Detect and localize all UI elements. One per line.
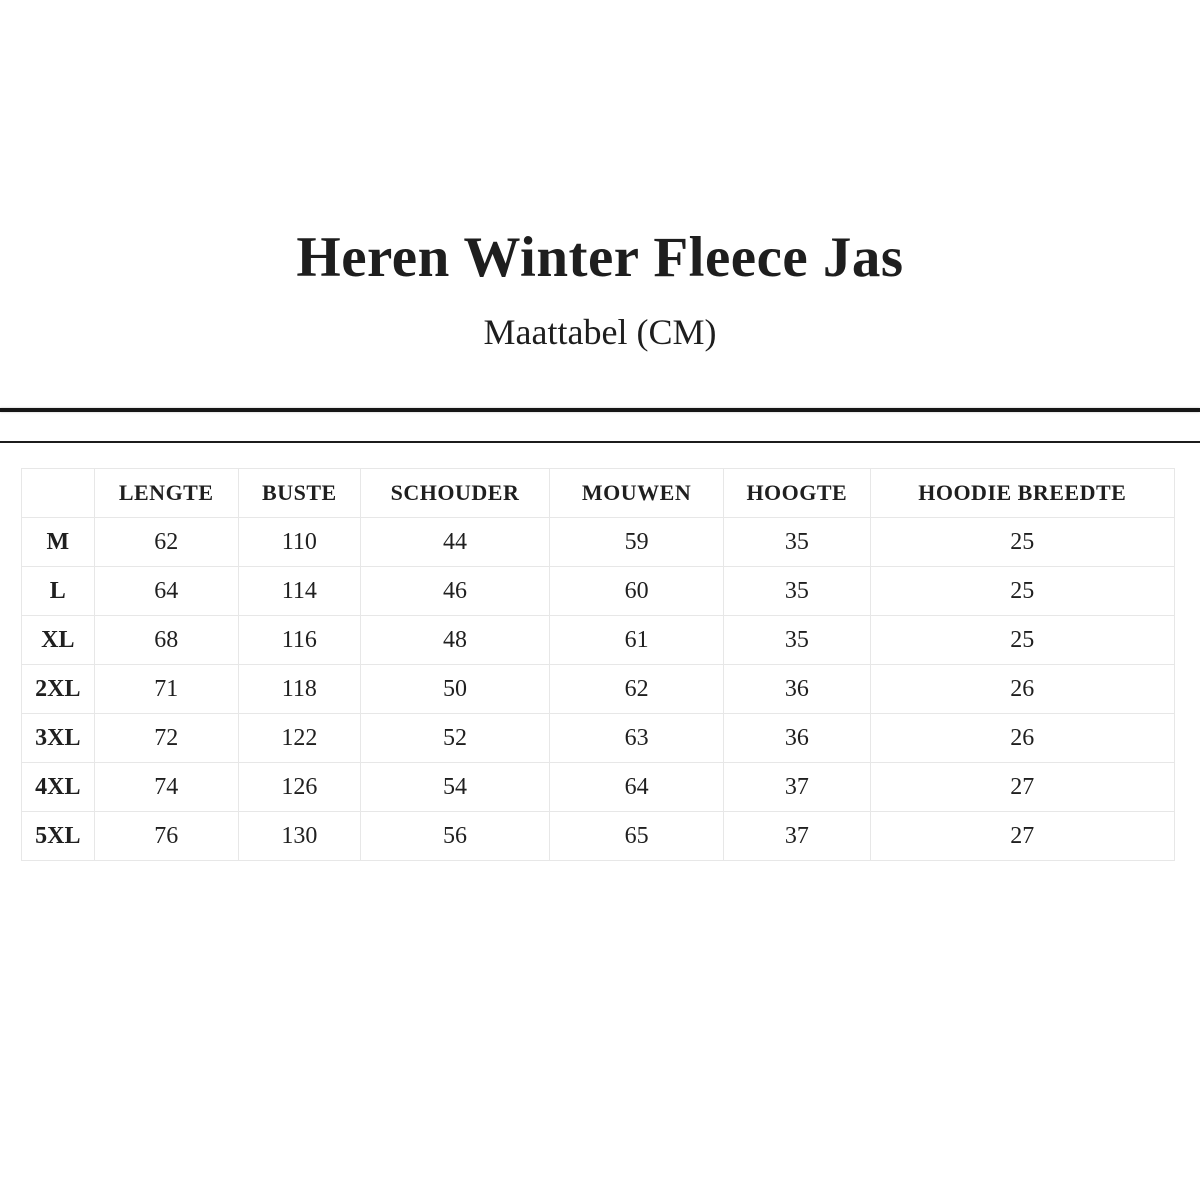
header-cell-lengte: LENGTE [94,469,238,518]
value-cell: 64 [94,567,238,616]
value-cell: 27 [870,812,1174,861]
header-cell-buste: BUSTE [238,469,360,518]
size-cell: 4XL [22,763,95,812]
value-cell: 62 [94,518,238,567]
divider-thick-line [0,408,1200,412]
value-cell: 27 [870,763,1174,812]
value-cell: 72 [94,714,238,763]
table-row-4xl [22,763,1175,812]
table-row-m [22,518,1175,567]
header-cell-hoogte: HOOGTE [724,469,870,518]
header-cell-schouder: SCHOUDER [360,469,549,518]
value-cell: 130 [238,812,360,861]
value-cell: 48 [360,616,549,665]
value-cell: 59 [550,518,724,567]
value-cell: 62 [550,665,724,714]
size-cell: 3XL [22,714,95,763]
value-cell: 36 [724,665,870,714]
header [0,0,1200,354]
value-cell: 122 [238,714,360,763]
value-cell: 52 [360,714,549,763]
header-cell-mouwen: MOUWEN [550,469,724,518]
header-cell-size [22,469,95,518]
value-cell: 25 [870,616,1174,665]
value-cell: 65 [550,812,724,861]
value-cell: 25 [870,518,1174,567]
value-cell: 36 [724,714,870,763]
table-row-5xl [22,812,1175,861]
size-table-subtitle: Maattabel (CM) [483,312,717,352]
size-cell: L [22,567,95,616]
value-cell: 60 [550,567,724,616]
value-cell: 37 [724,812,870,861]
value-cell: 46 [360,567,549,616]
product-title: Heren Winter Fleece Jas [296,226,904,289]
divider-thin-line [0,441,1200,443]
size-cell: XL [22,616,95,665]
header-cell-hoodie-breedte: HOODIE BREEDTE [870,469,1174,518]
value-cell: 56 [360,812,549,861]
table-row-2xl [22,665,1175,714]
value-cell: 35 [724,518,870,567]
value-cell: 114 [238,567,360,616]
value-cell: 76 [94,812,238,861]
value-cell: 35 [724,567,870,616]
value-cell: 110 [238,518,360,567]
size-cell: 5XL [22,812,95,861]
value-cell: 64 [550,763,724,812]
value-cell: 126 [238,763,360,812]
value-cell: 26 [870,714,1174,763]
value-cell: 61 [550,616,724,665]
value-cell: 50 [360,665,549,714]
table-header-row [22,469,1175,518]
value-cell: 26 [870,665,1174,714]
value-cell: 71 [94,665,238,714]
value-cell: 37 [724,763,870,812]
size-cell: 2XL [22,665,95,714]
value-cell: 44 [360,518,549,567]
value-cell: 35 [724,616,870,665]
value-cell: 25 [870,567,1174,616]
value-cell: 54 [360,763,549,812]
value-cell: 116 [238,616,360,665]
value-cell: 74 [94,763,238,812]
value-cell: 63 [550,714,724,763]
size-cell: M [22,518,95,567]
value-cell: 118 [238,665,360,714]
size-chart-table [21,468,1175,861]
table-row-l [22,567,1175,616]
value-cell: 68 [94,616,238,665]
table-row-3xl [22,714,1175,763]
table-row-xl [22,616,1175,665]
